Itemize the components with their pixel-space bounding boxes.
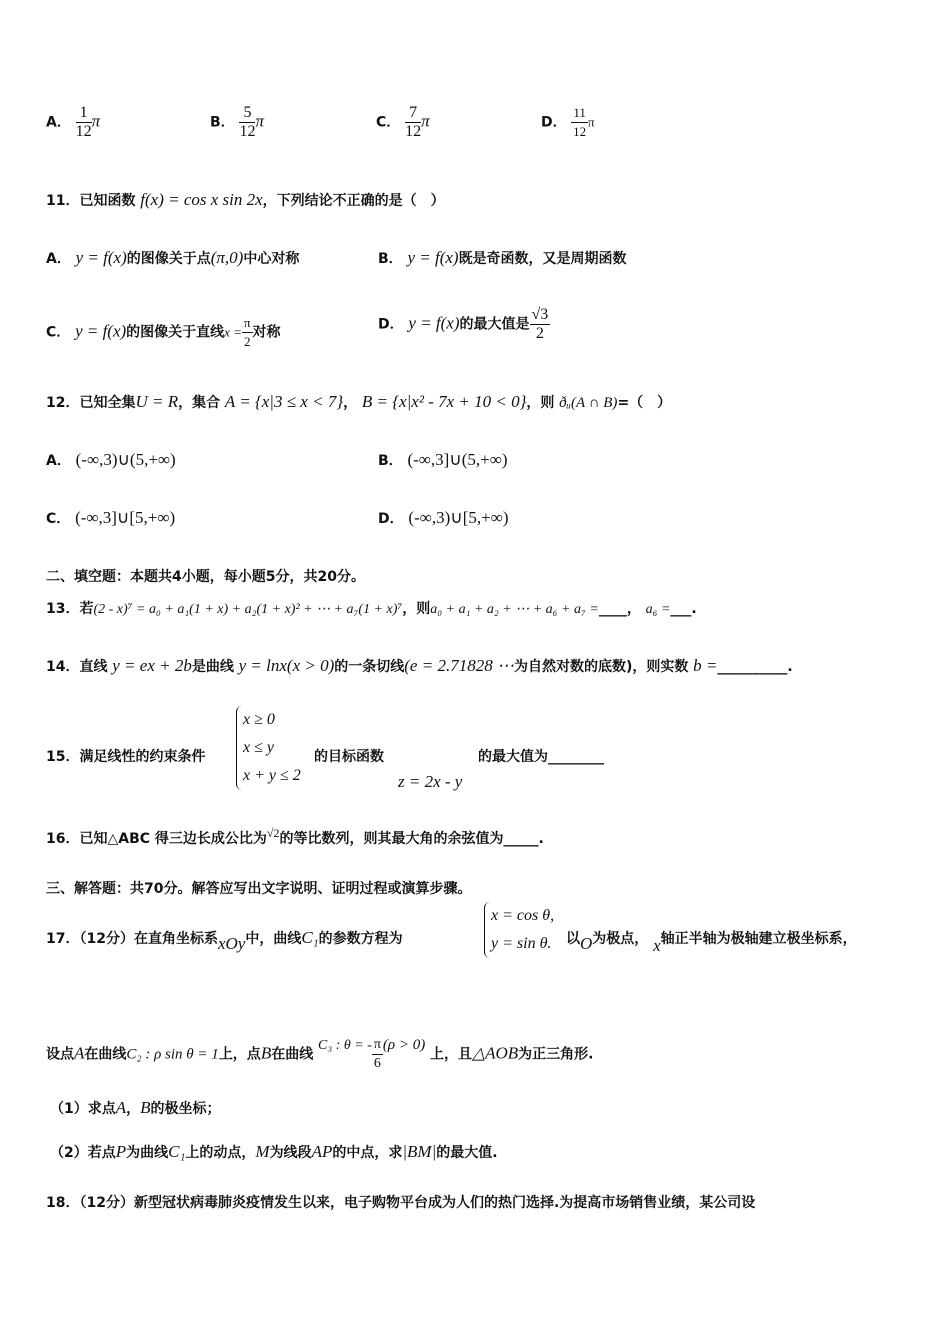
q14-prefix: 14．直线: [46, 659, 108, 675]
q17-s1-a: A: [115, 1098, 127, 1117]
q13-sum: a₀ + a₁ + a₂ + ⋯ + a₆ + a₇ =: [430, 602, 599, 617]
q17-p1: 17．（12分）在直角坐标系: [46, 931, 218, 947]
q17-c3-den: 6: [373, 1056, 381, 1071]
q17-c2-eq: C₂ : ρ sin θ = 1: [126, 1046, 219, 1063]
q16-prefix: 16．已知△ABC 得三边长成公比为: [46, 831, 267, 847]
q18-stem: 18．（12分）新型冠状病毒肺炎疫情发生以来，电子购物平台成为人们的热门选择.为提高市场销售业绩，某公司设: [46, 1195, 756, 1211]
q17-s2-m: M: [255, 1142, 270, 1161]
q12-c-value: (-∞,3]∪[5,+∞): [75, 508, 176, 527]
q17-sub-2: [50, 1142, 498, 1162]
q10-option-b: [210, 104, 264, 141]
q16-suffix: 的等比数列，则其最大角的余弦值为: [279, 831, 504, 847]
q17-line-1b: [566, 928, 857, 955]
q17-o: O: [580, 934, 593, 953]
q17-s2-c1: C₁: [168, 1142, 186, 1161]
q11-c-x: x =: [224, 324, 242, 340]
q12-complement: ðᵤ(A ∩ B): [559, 395, 618, 411]
q12-d-label: D．: [378, 511, 404, 527]
q11-option-c: [46, 314, 281, 351]
q17-eq-y: y = sin θ.: [491, 935, 552, 952]
q13-prefix: 13．若: [46, 601, 94, 617]
q11-a-label: A．: [46, 251, 71, 267]
q17-s1-2: ，: [126, 1101, 141, 1117]
q10-option-c-label: C．: [376, 114, 401, 131]
q17-line-2: [46, 1036, 593, 1073]
q17-p5: 为极点，: [592, 931, 649, 947]
q16-blank: _____: [503, 831, 539, 847]
q17-s1-1: （1）求点: [50, 1101, 116, 1117]
q11-d-num: √3: [531, 306, 549, 323]
q10-d-den: 12: [573, 124, 587, 139]
q14-e-value: (e = 2.71828 ⋯: [404, 656, 514, 675]
q13-blank-1: ____: [598, 601, 627, 617]
q11-option-d: [378, 306, 550, 343]
q17-c1: C₁: [301, 928, 319, 947]
q17-l2-4: 在曲线: [271, 1046, 314, 1063]
q11-c-text2: 对称: [252, 324, 281, 341]
q11-prefix: 11．已知函数: [46, 193, 136, 209]
q17-eq-x: x = cos θ,: [491, 907, 555, 924]
q12-set-a: A = {x|3 ≤ x < 7}: [224, 392, 344, 411]
q10-option-a-label: A．: [46, 114, 71, 131]
q17-p4: 以: [566, 931, 580, 947]
q17-param-eq: [484, 902, 554, 958]
q14-curve-eq: y = lnx(x > 0): [238, 656, 335, 675]
q16-ratio: √2: [266, 826, 280, 840]
q11-d-text: 的最大值是: [459, 316, 530, 333]
q11-c-math: y = f(x): [75, 321, 127, 341]
q11-a-point: (π,0): [210, 248, 244, 267]
q11-d-label: D．: [378, 316, 404, 333]
q15-constraint-2: x ≤ y: [243, 739, 274, 756]
q17-l2-1: 设点: [46, 1046, 74, 1063]
q11-c-den: 2: [244, 334, 251, 349]
q15-objective: z = 2x - y: [398, 772, 463, 791]
q14-blank: __________: [717, 659, 788, 675]
q17-s2-4: 为线段: [269, 1145, 312, 1161]
q17-s1-b: B: [140, 1098, 151, 1117]
q17-c3-num: π: [372, 1036, 383, 1055]
q11-c-fraction: [242, 314, 253, 351]
q17-l2-6: 为正三角形.: [518, 1046, 594, 1063]
q15-text2: [478, 746, 604, 766]
q13-end: .: [691, 601, 697, 617]
q12-b-label: B．: [378, 453, 403, 469]
q14-text1: 是曲线: [191, 659, 234, 675]
q11-d-den: 2: [535, 325, 544, 342]
q10-b-num: 5: [239, 104, 255, 123]
q13: [46, 598, 697, 618]
q17-s2-p: P: [115, 1142, 127, 1161]
q17-l2-2: 在曲线: [84, 1046, 127, 1063]
q10-b-pi: π: [255, 111, 264, 131]
q17-line-1: [46, 928, 403, 953]
q17-p6: 轴正半轴为极轴建立极坐标系，: [660, 931, 857, 947]
q17-xoy: xOy: [217, 934, 246, 953]
q10-option-d-label: D．: [541, 114, 567, 131]
q12-d-value: (-∞,3)∪[5,+∞): [408, 508, 509, 527]
q12-set-text: ，集合: [178, 395, 221, 411]
q12-a-label: A．: [46, 453, 71, 469]
q12-then: ，则: [526, 395, 555, 411]
q10-c-pi: π: [421, 111, 430, 131]
q15-blank: ________: [548, 749, 604, 765]
q10-c-den: 12: [405, 123, 422, 140]
q15-max: 的最大值为: [478, 749, 548, 765]
q10-option-d: [541, 104, 595, 141]
q16-end: .: [538, 831, 544, 847]
q13-a6: a₆ =: [645, 602, 671, 617]
q11-stem: [46, 190, 445, 210]
q14-text2: 的一条切线: [334, 659, 405, 675]
q14: [46, 656, 793, 676]
q11-b-math: y = f(x): [407, 248, 459, 267]
q12-stem: [46, 392, 671, 412]
q11-a-text2: 中心对称: [243, 251, 300, 267]
q17-l2-5: 上，且: [430, 1046, 473, 1063]
q11-c-text: 的图像关于直线: [126, 324, 225, 341]
q17-c3-eq-post: (ρ > 0): [382, 1036, 426, 1053]
q17-s2-1: （2）若点: [50, 1145, 116, 1161]
q11-d-math: y = f(x): [408, 313, 460, 333]
q10-option-b-fraction: [239, 104, 255, 141]
q11-function: f(x) = cos x sin 2x: [140, 190, 263, 209]
q15-constraints: [236, 706, 301, 790]
q13-expansion: (2 - x)⁷ = a₀ + a₁(1 + x) + a₂(1 + x)² + ⋯ + a₇(1 + x)⁷: [93, 602, 403, 617]
q10-a-den: 12: [75, 123, 92, 140]
q12-prefix: 12．已知全集: [46, 395, 136, 411]
q10-d-num: 11: [571, 104, 588, 123]
q10-a-num: 1: [76, 104, 92, 123]
q15-constraint-1: x ≥ 0: [243, 711, 275, 728]
q12-option-d: [378, 508, 508, 528]
q12-a-value: (-∞,3)∪(5,+∞): [75, 450, 176, 469]
q10-d-pi: π: [587, 114, 595, 130]
q11-c-num: π: [242, 314, 253, 333]
q11-option-a: [46, 248, 299, 268]
q17-s2-3: 上的动点，: [185, 1145, 256, 1161]
q17-s2-5: 的中点，求: [332, 1145, 403, 1161]
section-solution-heading: 三、解答题：共70分。解答应写出文字说明、证明过程或演算步骤。: [46, 881, 472, 897]
q17-s2-ap: AP: [311, 1142, 333, 1161]
q17-c3-fraction: [372, 1036, 383, 1073]
q17-p3: 的参数方程为: [318, 931, 403, 947]
q10-option-c-fraction: [405, 104, 421, 141]
q10-b-den: 12: [239, 123, 256, 140]
q17-l2-3: 上，点: [218, 1046, 261, 1063]
q11-c-label: C．: [46, 324, 71, 341]
q15-text1: 的目标函数: [314, 749, 384, 765]
q15-prefix: 15．满足线性的约束条件: [46, 749, 206, 765]
q12-option-a: [46, 450, 176, 470]
q17-s2-bm: |BM|: [402, 1142, 437, 1161]
q14-end: .: [787, 659, 793, 675]
q17-triangle: △AOB: [472, 1043, 519, 1063]
q14-b: b =: [693, 656, 718, 675]
q10-option-d-fraction: [571, 104, 588, 141]
q11-a-text: 的图像关于点: [126, 251, 211, 267]
q11-d-fraction: [530, 306, 551, 343]
q11-option-b: [378, 248, 627, 268]
section-fill-in-heading: 二、填空题：本题共4小题，每小题5分，共20分。: [46, 569, 365, 585]
q14-line-eq: y = ex + 2b: [112, 656, 192, 675]
q13-mid: ，则: [402, 601, 431, 617]
q17-s2-6: 的最大值.: [436, 1145, 498, 1161]
q10-option-c: [376, 104, 430, 141]
q10-a-pi: π: [91, 111, 101, 131]
q13-blank-2: ___: [670, 601, 692, 617]
q17-s2-2: 为曲线: [126, 1145, 169, 1161]
q11-b-text: 既是奇函数，又是周期函数: [458, 251, 627, 267]
q10-c-num: 7: [405, 104, 421, 123]
q17-point-b: B: [260, 1043, 272, 1063]
q11-b-label: B．: [378, 251, 403, 267]
q17-x: x: [653, 936, 661, 955]
q17-s1-3: 的极坐标；: [150, 1101, 221, 1117]
q17-point-a: A: [74, 1043, 85, 1063]
q16: [46, 826, 544, 848]
q11-suffix: ，下列结论不正确的是（ ）: [262, 193, 445, 209]
q12-set-b: B = {x|x² - 7x + 10 < 0}: [361, 392, 527, 411]
q11-a-math: y = f(x): [75, 248, 127, 267]
q12-comma: ，: [343, 395, 358, 411]
q17-p2: 中，曲线: [245, 931, 302, 947]
q12-b-value: (-∞,3]∪(5,+∞): [407, 450, 508, 469]
q12-option-c: [46, 508, 175, 528]
q15-constraint-3: x + y ≤ 2: [243, 767, 301, 784]
q17-sub-1: [50, 1098, 221, 1118]
q13-sep: ，: [626, 601, 641, 617]
q14-text3: 为自然对数的底数)，则实数: [513, 659, 689, 675]
q10-option-b-label: B．: [210, 114, 235, 131]
q12-option-b: [378, 450, 508, 470]
q12-universal-set: U = R: [135, 392, 179, 411]
q12-c-label: C．: [46, 511, 71, 527]
q10-option-a: [46, 104, 100, 141]
q10-option-a-fraction: [76, 104, 92, 141]
q17-c3-eq-pre: C₃ : θ = -: [317, 1037, 372, 1053]
q12-end: =（ ）: [617, 395, 672, 411]
